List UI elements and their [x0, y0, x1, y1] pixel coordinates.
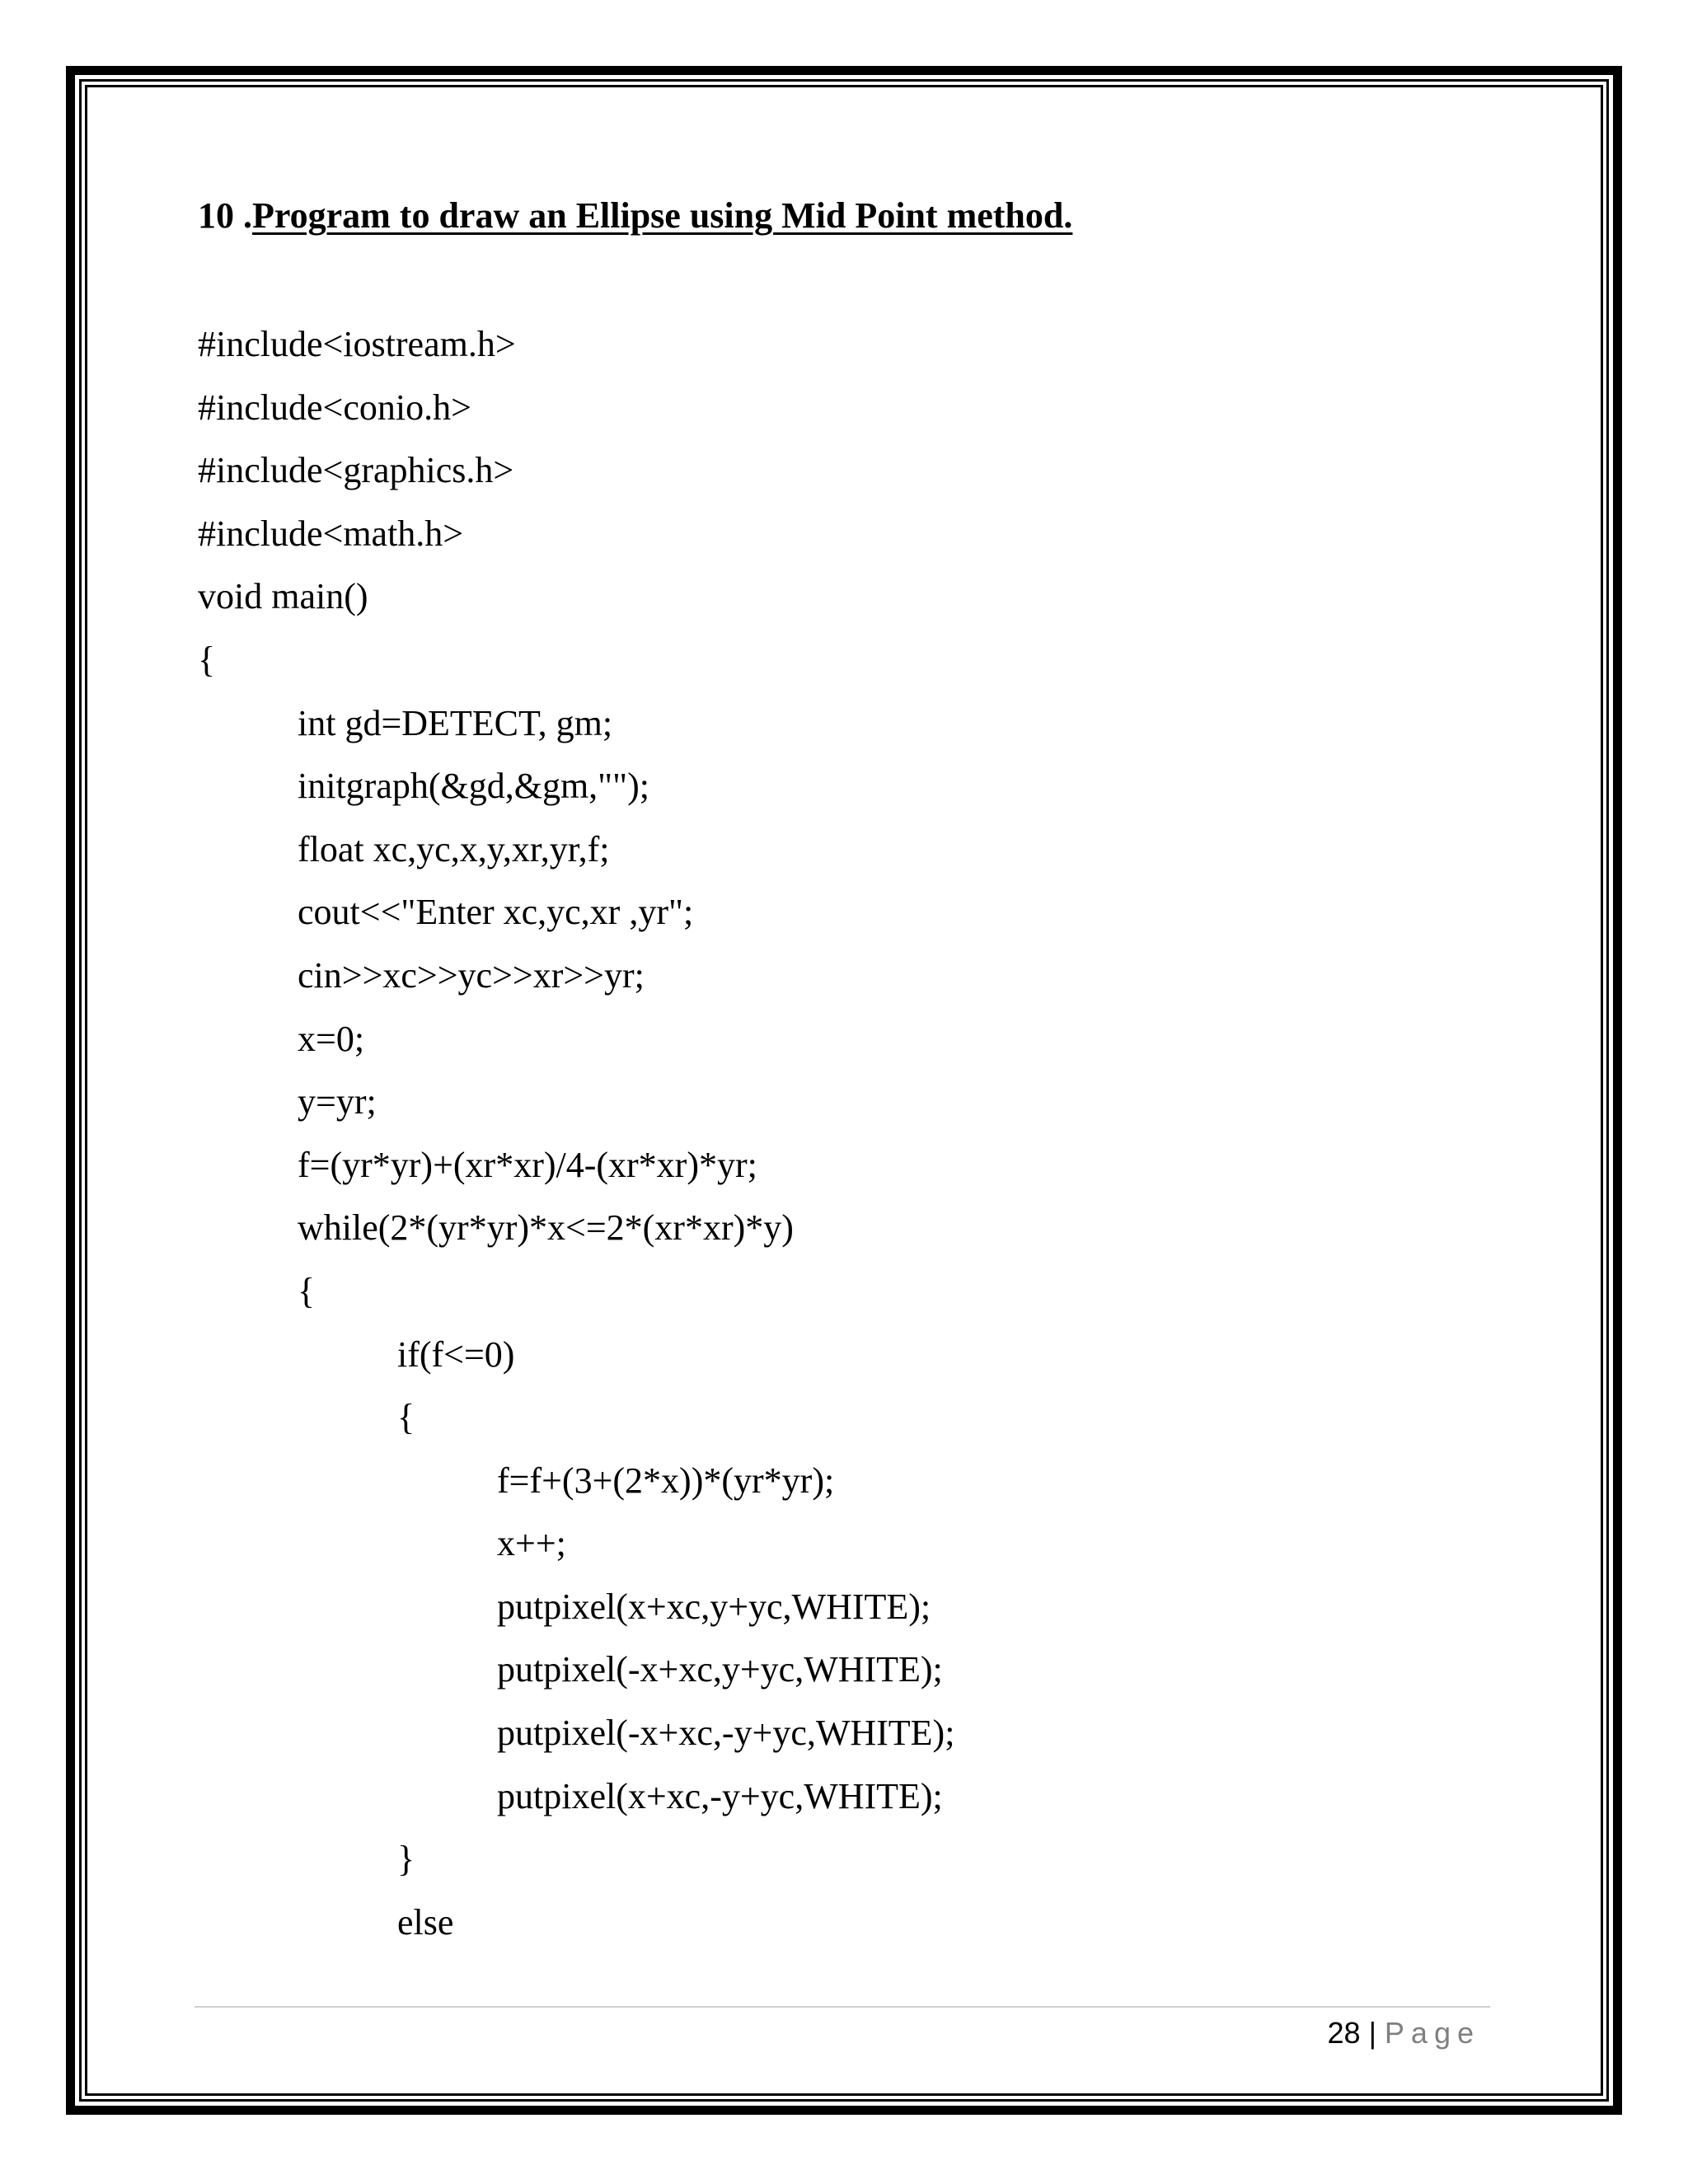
code-line: while(2*(yr*yr)*x<=2*(xr*xr)*y)	[298, 1207, 794, 1249]
code-line: f=(yr*yr)+(xr*xr)/4-(xr*xr)*yr;	[298, 1144, 757, 1185]
code-line: putpixel(x+xc,-y+yc,WHITE);	[497, 1775, 943, 1816]
heading-title: Program to draw an Ellipse using Mid Point method.	[252, 195, 1073, 236]
code-line: void main()	[198, 576, 368, 617]
code-line: float xc,yc,x,y,xr,yr,f;	[298, 828, 610, 869]
code-line: #include<math.h>	[198, 513, 464, 554]
code-line: #include<graphics.h>	[198, 450, 514, 491]
code-line: putpixel(-x+xc,-y+yc,WHITE);	[497, 1713, 955, 1754]
code-line: if(f<=0)	[397, 1333, 515, 1375]
code-line: {	[397, 1397, 415, 1438]
code-line: f=f+(3+(2*x))*(yr*yr);	[497, 1460, 835, 1501]
code-line: putpixel(-x+xc,y+yc,WHITE);	[497, 1649, 943, 1690]
code-line: initgraph(&gd,&gm,"");	[298, 766, 649, 807]
code-line: int gd=DETECT, gm;	[298, 702, 613, 743]
code-line: #include<conio.h>	[198, 387, 471, 428]
code-line: else	[397, 1901, 454, 1943]
code-line: {	[298, 1270, 316, 1311]
code-listing	[198, 313, 1467, 1954]
page-label: Page	[1384, 2016, 1480, 2050]
code-line: #include<iostream.h>	[198, 324, 516, 364]
code-line: cout<<"Enter xc,yc,xr ,yr";	[298, 892, 694, 933]
code-line: putpixel(x+xc,y+yc,WHITE);	[497, 1586, 931, 1627]
code-line: {	[198, 639, 216, 680]
page-number: 28	[1327, 2016, 1361, 2050]
code-line: cin>>xc>>yc>>xr>>yr;	[298, 954, 645, 996]
page-footer	[1328, 2008, 1480, 2058]
program-heading	[198, 191, 1072, 241]
footer-separator: |	[1368, 2016, 1376, 2050]
heading-number: 10 .	[198, 195, 252, 236]
footer-divider	[195, 2006, 1490, 2008]
code-line: x++;	[497, 1523, 566, 1564]
code-line: y=yr;	[298, 1081, 377, 1122]
code-line: }	[397, 1839, 415, 1880]
code-line: x=0;	[298, 1018, 365, 1059]
